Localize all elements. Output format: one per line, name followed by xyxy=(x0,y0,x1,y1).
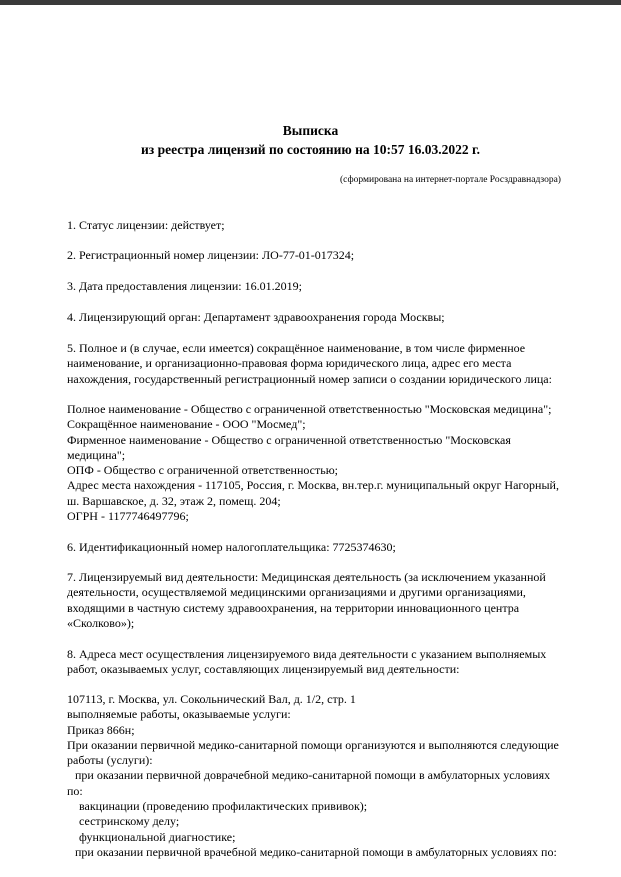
activity-line: 7. Лицензируемый вид деятельности: Медицинская деятельность (за исключением указанной xyxy=(67,570,546,584)
item-reg-number xyxy=(67,248,587,263)
item-addresses-intro xyxy=(67,647,587,678)
activity-line: деятельности, осуществляемой медицинскими организациями и другими организациями, xyxy=(67,585,526,600)
org-address: Адрес места нахождения - 117105, Россия, г. Москва, вн.тер.г. муниципальный округ Нагорный, xyxy=(67,478,559,493)
address-block xyxy=(67,692,587,860)
status-line: 1. Статус лицензии: действует; xyxy=(67,218,225,232)
addresses-intro-line: 8. Адреса мест осуществления лицензируемого вида деятельности с указанием выполняемых xyxy=(67,647,547,661)
authority-line: 4. Лицензирующий орган: Департамент здравоохранения города Москвы; xyxy=(67,310,445,324)
primary-care-line: работы (услуги): xyxy=(67,753,153,768)
doctor-care-line: при оказании первичной врачебной медико-санитарной помощи в амбулаторных условиях по: xyxy=(75,844,557,859)
org-short-name: Сокращённое наименование - ООО "Мосмед"; xyxy=(67,417,306,432)
item-status xyxy=(67,218,587,233)
works-label: выполняемые работы, оказываемые услуги: xyxy=(67,707,291,722)
service-vaccination: вакцинации (проведению профилактических прививок); xyxy=(79,799,368,814)
activity-line: «Сколково»); xyxy=(67,615,135,630)
order-ref: Приказ 866н; xyxy=(67,722,135,737)
issue-date-line: 3. Дата предоставления лицензии: 16.01.2019; xyxy=(67,279,302,293)
primary-care-line: При оказании первичной медико-санитарной помощи организуются и выполняются следующие xyxy=(67,737,559,752)
item-authority xyxy=(67,310,587,325)
pre-doctor-care-line: при оказании первичной доврачебной медико-санитарной помощи в амбулаторных условиях xyxy=(75,768,551,783)
org-details xyxy=(67,402,587,524)
generation-note: (сформирована на интернет-портале Росздравнадзора) xyxy=(340,175,561,185)
org-brand-name-cont: медицина"; xyxy=(67,447,126,462)
document-subtitle: из реестра лицензий по состоянию на 10:57 16.03.2022 г. xyxy=(141,142,480,157)
service-nursing: сестринскому делу; xyxy=(79,814,180,829)
item-org-info-intro xyxy=(67,341,587,387)
org-full-name: Полное наименование - Общество с ограниченной ответственностью "Московская медицина"; xyxy=(67,402,552,416)
inn-line: 6. Идентификационный номер налогоплательщика: 7725374630; xyxy=(67,540,396,554)
reg-number-line: 2. Регистрационный номер лицензии: ЛО-77-01-017324; xyxy=(67,248,355,262)
org-intro-line: 5. Полное и (в случае, если имеется) сокращённое наименование, в том числе фирменное xyxy=(67,341,526,355)
org-intro-line: нахождения, государственный регистрационный номер записи о создании юридического лица: xyxy=(67,371,552,386)
org-intro-line: наименование, и организационно-правовая форма юридического лица, адрес его места xyxy=(67,356,512,371)
document-title: Выписка xyxy=(282,123,339,138)
org-legal-form: ОПФ - Общество с ограниченной ответственностью; xyxy=(67,463,339,478)
org-brand-name: Фирменное наименование - Общество с ограниченной ответственностью "Московская xyxy=(67,432,511,447)
activity-address: 107113, г. Москва, ул. Сокольнический Вал, д. 1/2, стр. 1 xyxy=(67,692,356,706)
item-activity xyxy=(67,570,587,631)
org-ogrn: ОГРН - 1177746497796; xyxy=(67,509,189,524)
service-diagnostics: функциональной диагностике; xyxy=(79,829,236,844)
activity-line: входящими в частную систему здравоохранения, на территории инновационного центра xyxy=(67,600,520,615)
org-address-cont: ш. Варшавское, д. 32, этаж 2, помещ. 204; xyxy=(67,493,281,508)
addresses-intro-line: работ, оказываемых услуг, составляющих лицензируемый вид деятельности: xyxy=(67,662,460,677)
item-inn xyxy=(67,540,587,555)
pre-doctor-care-line: по: xyxy=(67,783,83,798)
item-issue-date xyxy=(67,279,587,294)
